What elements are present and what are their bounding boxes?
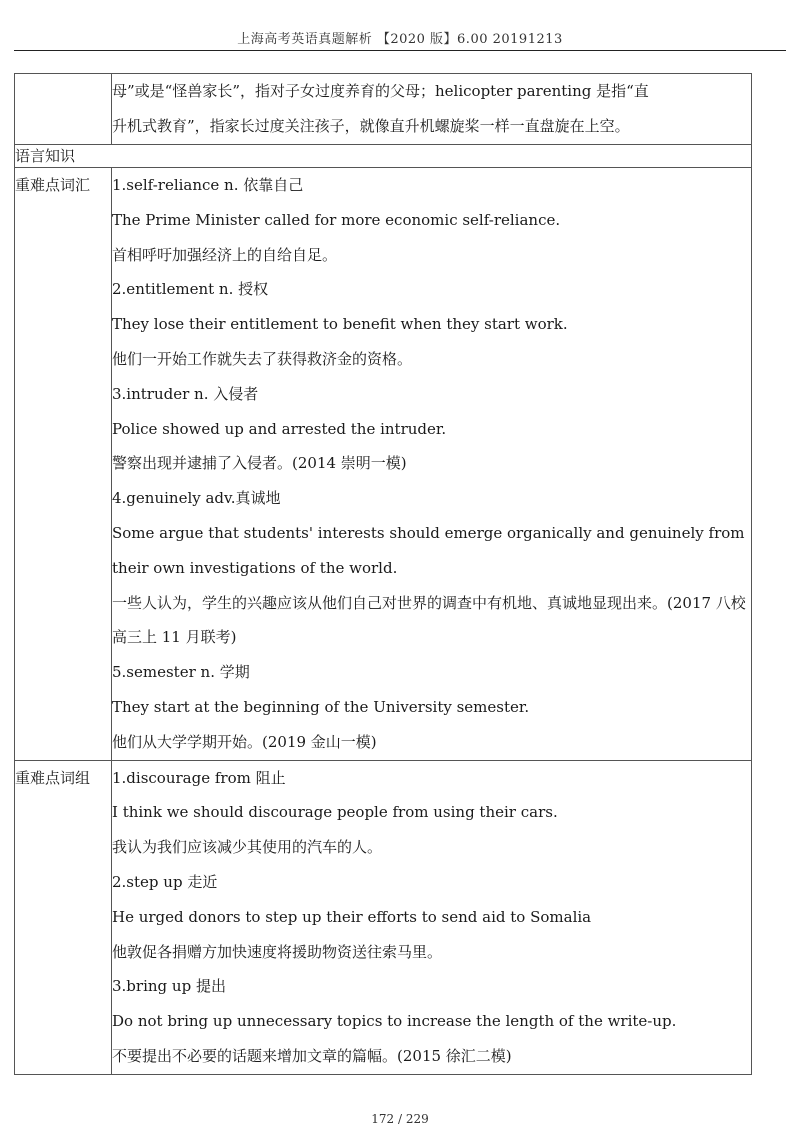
vocab-term: 5.semester n. 学期 bbox=[112, 663, 250, 682]
phrase-example: He urged donors to step up their efforts to send aid to Somalia bbox=[112, 907, 592, 926]
phrase-example: Do not bring up unnecessary topics to increase the length of the write-up. bbox=[112, 1012, 677, 1031]
intro-right-cell bbox=[112, 74, 752, 145]
vocab-example: They start at the beginning of the University semester. bbox=[112, 697, 530, 716]
section-title: 语言知识 bbox=[15, 145, 752, 168]
page-number: 172 / 229 bbox=[371, 1112, 429, 1126]
header-rule bbox=[14, 50, 786, 51]
phrase-term: 3.bring up 提出 bbox=[112, 977, 226, 996]
section-row bbox=[15, 145, 752, 168]
vocab-content bbox=[112, 168, 752, 761]
intro-line: 升机式教育”，指家长过度关注孩子，就像直升机螺旋桨一样一直盘旋在上空。 bbox=[112, 117, 630, 135]
phrase-translation: 我认为我们应该减少其使用的汽车的人。 bbox=[112, 838, 383, 857]
phrases-label: 重难点词组 bbox=[15, 760, 112, 1074]
vocab-translation: 一些人认为，学生的兴趣应该从他们自己对世界的调查中有机地、真诚地显现出来。(2017 八校高三上 11 月联考) bbox=[112, 593, 746, 647]
intro-row bbox=[15, 74, 752, 145]
vocab-example: Some argue that students' interests should emerge organically and genuinely from their own investigations of the world. bbox=[112, 523, 745, 577]
content-table bbox=[14, 73, 752, 1075]
vocab-label: 重难点词汇 bbox=[15, 168, 112, 761]
vocab-term: 2.entitlement n. 授权 bbox=[112, 280, 269, 299]
vocab-translation: 他们一开始工作就失去了获得救济金的资格。 bbox=[112, 349, 413, 368]
phrase-translation: 不要提出不必要的话题来增加文章的篇幅。(2015 徐汇二模) bbox=[112, 1046, 512, 1065]
intro-line: 母”或是“怪兽家长”，指对子女过度养育的父母；helicopter parenting 是指“直 bbox=[112, 82, 649, 100]
intro-left-cell bbox=[15, 74, 112, 145]
vocab-translation: 警察出现并逮捕了入侵者。(2014 崇明一模) bbox=[112, 454, 407, 473]
vocab-translation: 他们从大学学期开始。(2019 金山一模) bbox=[112, 732, 377, 751]
phrase-term: 1.discourage from 阻止 bbox=[112, 768, 286, 787]
vocab-example: The Prime Minister called for more economic self-reliance. bbox=[112, 210, 561, 229]
vocab-term: 4.genuinely adv.真诚地 bbox=[112, 489, 281, 508]
vocab-example: Police showed up and arrested the intruder. bbox=[112, 419, 447, 438]
vocab-term: 3.intruder n. 入侵者 bbox=[112, 384, 259, 403]
phrases-content bbox=[112, 760, 752, 1074]
vocab-translation: 首相呼吁加强经济上的自给自足。 bbox=[112, 245, 338, 264]
phrase-translation: 他敦促各捐赠方加快速度将援助物资送往索马里。 bbox=[112, 942, 443, 961]
vocab-row bbox=[15, 168, 752, 761]
vocab-term: 1.self-reliance n. 依靠自己 bbox=[112, 176, 304, 194]
phrases-row bbox=[15, 760, 752, 1074]
phrase-term: 2.step up 走近 bbox=[112, 872, 218, 891]
phrase-example: I think we should discourage people from using their cars. bbox=[112, 803, 558, 822]
page-header: 上海高考英语真题解析 【2020 版】6.00 20191213 bbox=[237, 32, 563, 47]
vocab-example: They lose their entitlement to benefit when they start work. bbox=[112, 315, 568, 334]
